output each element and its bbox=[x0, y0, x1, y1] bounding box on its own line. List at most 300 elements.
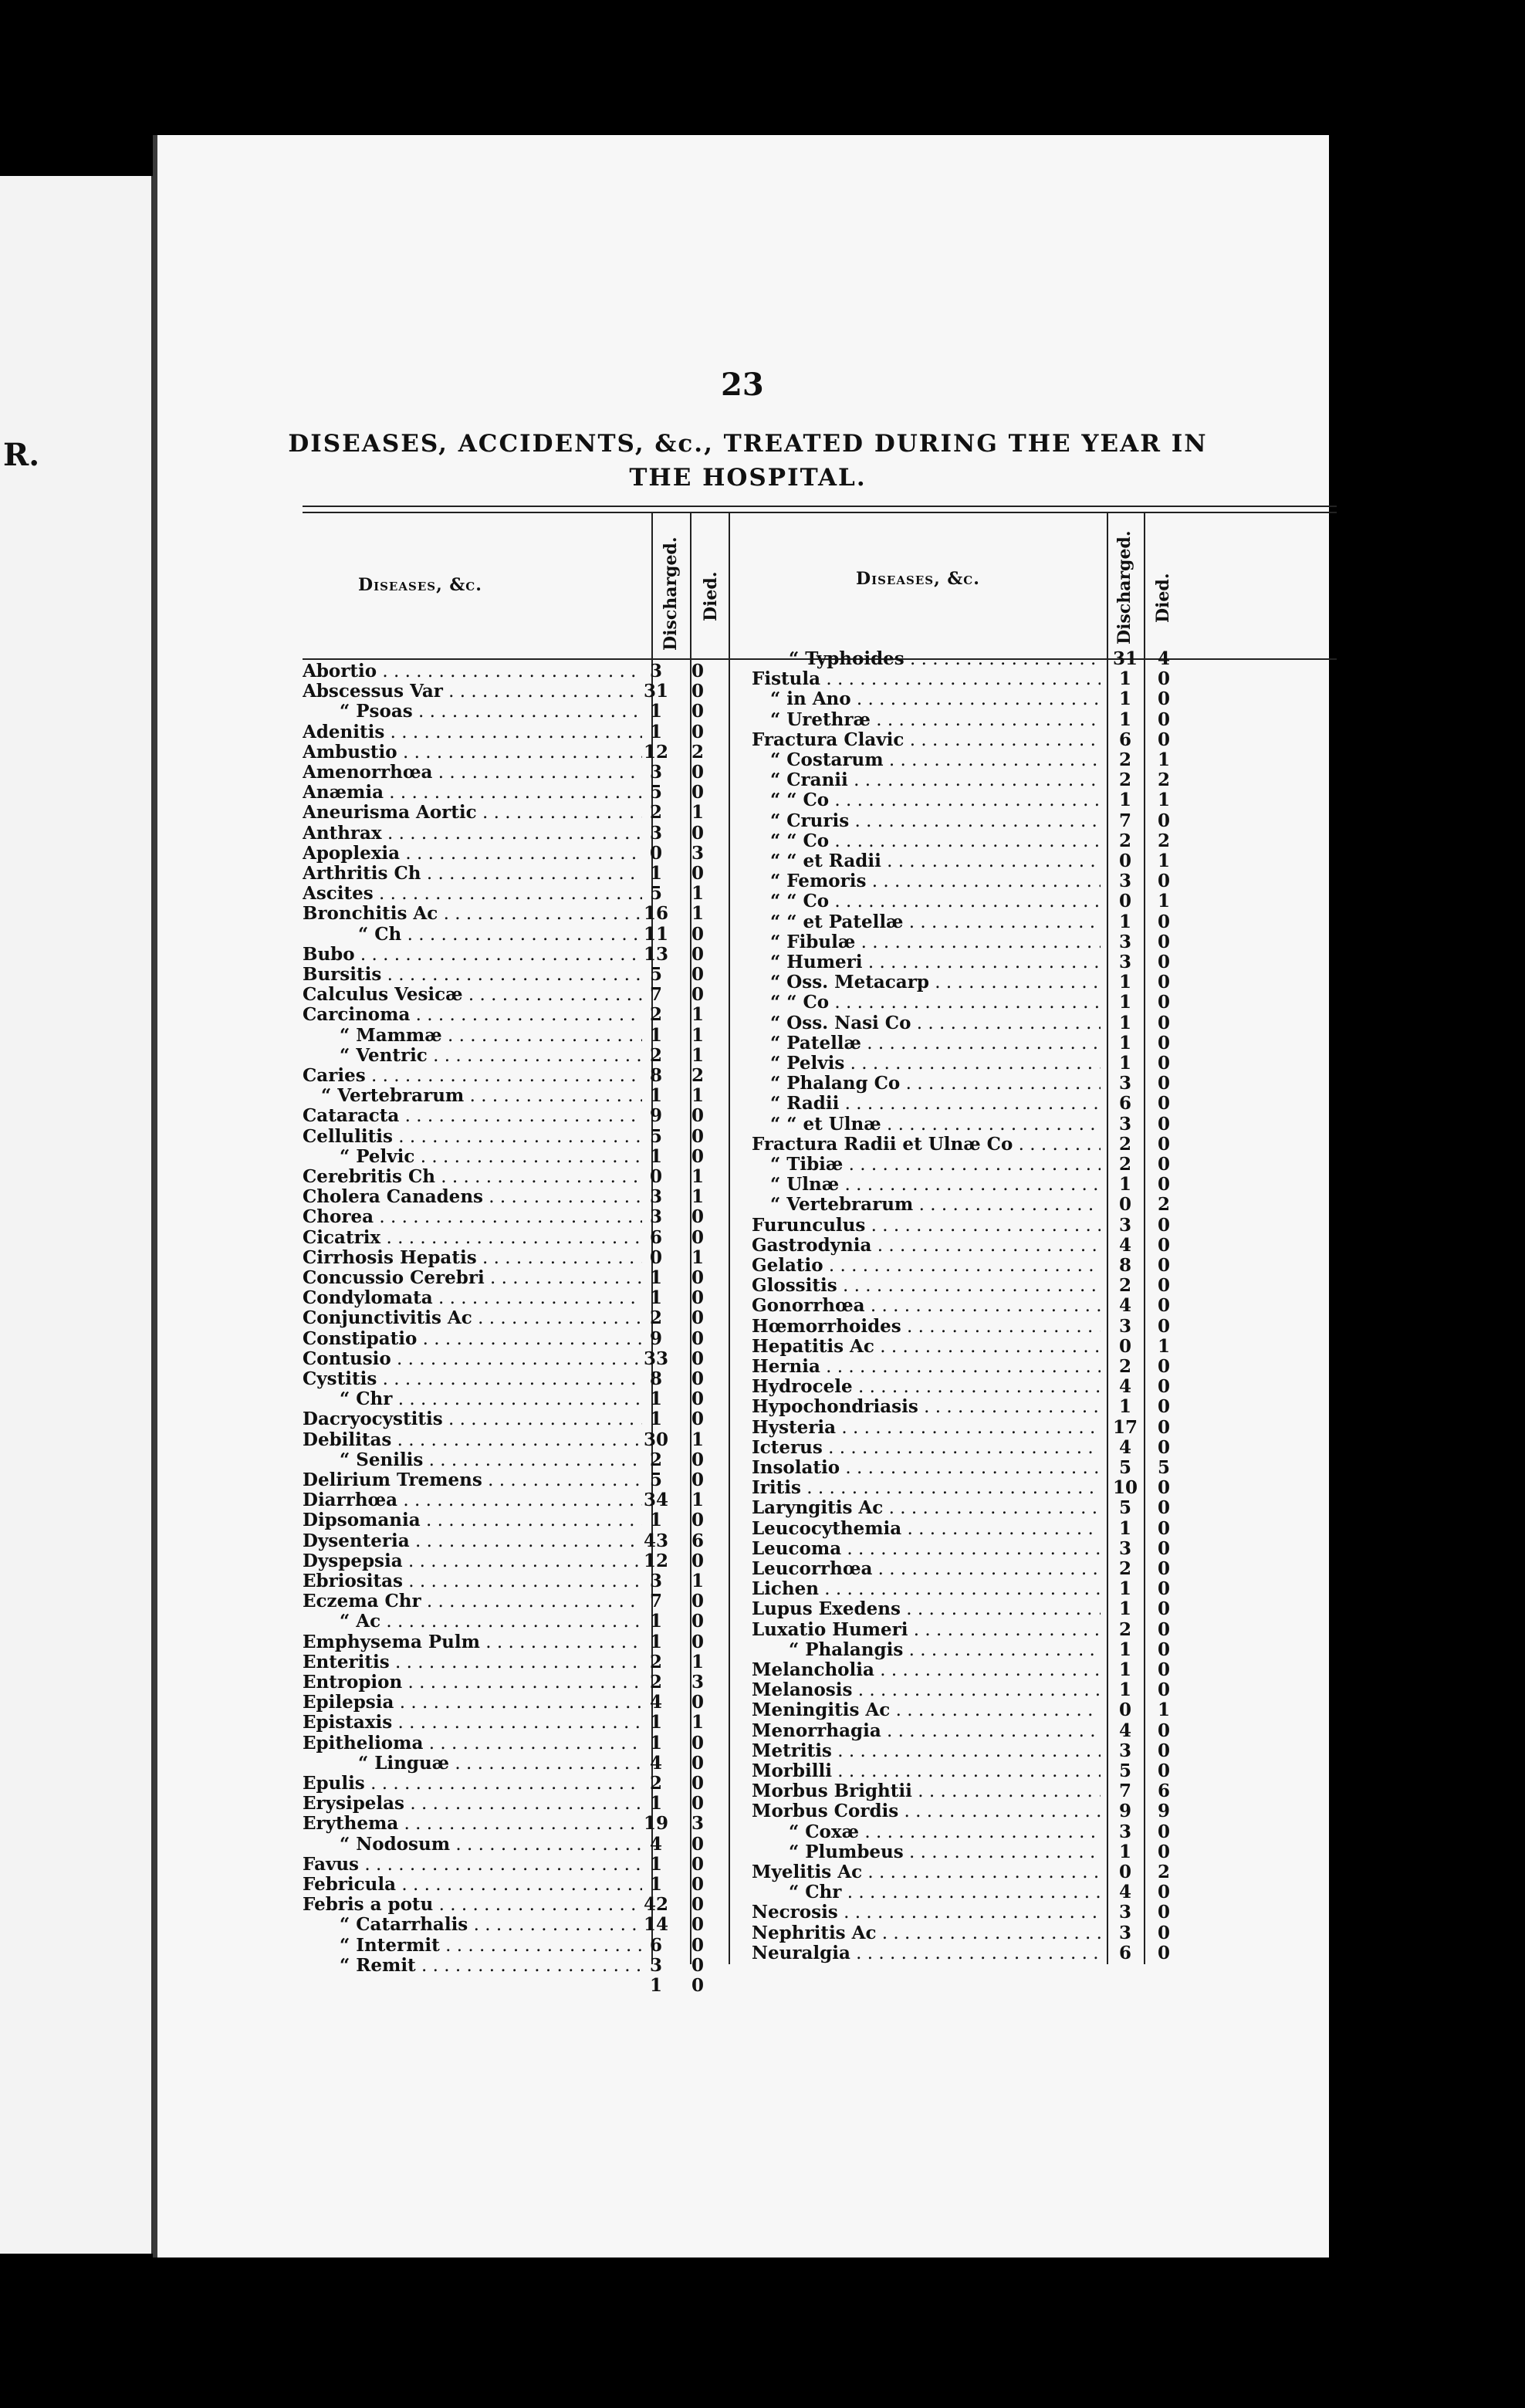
discharged-count: 2 bbox=[1118, 769, 1131, 791]
table-row bbox=[303, 1591, 735, 1612]
disease-name: “ Vertebrarum . . . bbox=[321, 1086, 642, 1106]
disease-name: “ in Ano . . . bbox=[770, 689, 1101, 709]
died-count: 0 bbox=[1157, 1942, 1170, 1963]
died-count: 0 bbox=[1157, 810, 1170, 831]
discharged-count: 1 bbox=[1118, 668, 1131, 690]
table-row bbox=[303, 1450, 735, 1470]
died-count: 0 bbox=[691, 1975, 704, 1996]
table-row bbox=[303, 763, 735, 783]
table-row bbox=[303, 1835, 735, 1855]
table-row bbox=[303, 1409, 735, 1429]
table-row bbox=[752, 1721, 1184, 1741]
table-row bbox=[303, 844, 735, 864]
disease-name: “ Oss. Nasi Co . . . bbox=[770, 1013, 1101, 1033]
discharged-count: 31 bbox=[643, 681, 668, 702]
discharged-count: 4 bbox=[649, 1752, 662, 1774]
discharged-count: 12 bbox=[643, 741, 668, 763]
died-count: 0 bbox=[1157, 709, 1170, 730]
died-count: 2 bbox=[1157, 1194, 1170, 1216]
discharged-count: 1 bbox=[649, 1611, 662, 1632]
discharged-count: 4 bbox=[1118, 1376, 1131, 1398]
disease-name: Fistula . . . bbox=[752, 669, 1101, 689]
discharged-count: 1 bbox=[1118, 911, 1131, 932]
top-rule bbox=[303, 506, 1337, 507]
discharged-count: 14 bbox=[643, 1914, 668, 1936]
died-count: 0 bbox=[691, 1226, 704, 1248]
died-count: 0 bbox=[1157, 1537, 1170, 1559]
died-count: 0 bbox=[691, 1469, 704, 1490]
disease-name: Glossitis . . . bbox=[752, 1276, 1101, 1296]
discharged-count: 3 bbox=[1118, 931, 1131, 952]
table-row bbox=[752, 1074, 1184, 1094]
discharged-count: 0 bbox=[1118, 1194, 1131, 1216]
disease-name: “ Plumbeus . . . bbox=[789, 1842, 1101, 1862]
table-row bbox=[752, 1640, 1184, 1660]
discharged-count: 5 bbox=[649, 964, 662, 985]
table-row bbox=[303, 1612, 735, 1632]
died-count: 0 bbox=[691, 1894, 704, 1916]
discharged-count: 6 bbox=[1118, 1093, 1131, 1114]
table-row bbox=[752, 1700, 1184, 1720]
disease-name: “ Ch . . . bbox=[358, 925, 642, 945]
discharged-count: 1 bbox=[1118, 688, 1131, 710]
disease-name: Bronchitis Ac . . . bbox=[303, 904, 642, 924]
died-count: 0 bbox=[691, 1145, 704, 1167]
disease-name: Icterus . . . bbox=[752, 1438, 1101, 1458]
table-row bbox=[752, 871, 1184, 891]
died-count: 0 bbox=[691, 1105, 704, 1127]
disease-name: Abortio . . . bbox=[303, 661, 642, 681]
table-row bbox=[303, 965, 735, 985]
died-count: 0 bbox=[1157, 1760, 1170, 1781]
discharged-count: 43 bbox=[643, 1530, 668, 1551]
died-count: 0 bbox=[1157, 1659, 1170, 1680]
disease-name: Febricula . . . bbox=[303, 1875, 642, 1895]
died-count: 0 bbox=[691, 762, 704, 783]
discharged-count: 1 bbox=[1118, 1578, 1131, 1600]
table-row bbox=[303, 1308, 735, 1328]
discharged-count: 1 bbox=[649, 1631, 662, 1652]
discharged-count: 7 bbox=[649, 984, 662, 1006]
disease-name: Ebriositas . . . bbox=[303, 1571, 642, 1591]
died-count: 6 bbox=[691, 1530, 704, 1551]
discharged-count: 4 bbox=[1118, 1882, 1131, 1903]
died-count: 0 bbox=[1157, 1841, 1170, 1862]
disease-name: “ Phalangis . . . bbox=[789, 1640, 1101, 1660]
died-count: 0 bbox=[1157, 1517, 1170, 1539]
disease-name: “ Oss. Metacarp . . . bbox=[770, 972, 1101, 993]
died-count: 0 bbox=[1157, 1558, 1170, 1579]
discharged-count: 1 bbox=[1118, 1032, 1131, 1054]
disease-name: “ Psoas . . . bbox=[340, 702, 642, 722]
table-row bbox=[303, 783, 735, 803]
disease-name: “ Patellæ . . . bbox=[770, 1033, 1101, 1054]
discharged-count: 1 bbox=[649, 701, 662, 722]
table-row bbox=[752, 1862, 1184, 1882]
table-row bbox=[752, 649, 1184, 669]
disease-name: Enteritis . . . bbox=[303, 1652, 642, 1672]
died-count: 0 bbox=[1157, 1315, 1170, 1337]
discharged-count: 2 bbox=[1118, 1618, 1131, 1640]
died-count: 0 bbox=[1157, 668, 1170, 690]
died-count: 0 bbox=[1157, 1882, 1170, 1903]
table-row bbox=[752, 1377, 1184, 1397]
disease-name: “ Phalang Co . . . bbox=[770, 1074, 1101, 1094]
discharged-count: 1 bbox=[649, 1145, 662, 1167]
disease-name: Cystitis . . . bbox=[303, 1369, 642, 1389]
discharged-count: 1 bbox=[649, 1732, 662, 1754]
discharged-count: 1 bbox=[1118, 1517, 1131, 1539]
table-row bbox=[752, 1397, 1184, 1417]
table-row bbox=[303, 1005, 735, 1025]
discharged-count: 0 bbox=[1118, 1699, 1131, 1721]
table-row bbox=[303, 1915, 735, 1935]
disease-name: Insolatio . . . bbox=[752, 1458, 1101, 1478]
table-row bbox=[303, 1551, 735, 1571]
facing-page-edge bbox=[0, 176, 154, 2254]
table-row bbox=[752, 1458, 1184, 1478]
disease-name: “ Humeri . . . bbox=[770, 952, 1101, 972]
discharged-count: 11 bbox=[643, 923, 668, 945]
discharged-count: 5 bbox=[649, 1469, 662, 1490]
discharged-count: 1 bbox=[1118, 1396, 1131, 1418]
table-row bbox=[752, 1013, 1184, 1033]
died-count: 0 bbox=[1157, 871, 1170, 892]
table-row bbox=[752, 1781, 1184, 1801]
died-count: 0 bbox=[691, 721, 704, 742]
table-row bbox=[752, 1620, 1184, 1640]
table-row bbox=[752, 1680, 1184, 1700]
discharged-count: 2 bbox=[649, 1449, 662, 1470]
disease-name: Chorea . . . bbox=[303, 1207, 642, 1227]
discharged-count: 2 bbox=[649, 1044, 662, 1066]
died-count: 0 bbox=[691, 822, 704, 844]
died-count: 0 bbox=[691, 1591, 704, 1612]
died-count: 0 bbox=[691, 1914, 704, 1936]
died-count: 0 bbox=[691, 1954, 704, 1976]
died-count: 0 bbox=[1157, 1133, 1170, 1155]
disease-name: Conjunctivitis Ac . . . bbox=[303, 1308, 642, 1328]
disease-name: “ “ et Ulnæ . . . bbox=[770, 1114, 1101, 1135]
table-row bbox=[303, 1389, 735, 1409]
table-row bbox=[303, 1754, 735, 1774]
died-count: 0 bbox=[1157, 952, 1170, 972]
disease-name: Hœmorrhoides . . . bbox=[752, 1317, 1101, 1337]
disease-name: Cicatrix . . . bbox=[303, 1228, 642, 1248]
table-row bbox=[752, 790, 1184, 810]
died-count: 0 bbox=[691, 1853, 704, 1875]
table-row bbox=[752, 1337, 1184, 1357]
table-row bbox=[303, 1329, 735, 1349]
discharged-count: 7 bbox=[1118, 1781, 1131, 1802]
discharged-count: 13 bbox=[643, 943, 668, 965]
table-row bbox=[303, 803, 735, 823]
facing-page-text: R. bbox=[3, 437, 40, 473]
table-row bbox=[752, 1317, 1184, 1337]
disease-name: Ascites . . . bbox=[303, 884, 642, 904]
left-diseases-header: Diseases, &c. bbox=[358, 575, 482, 595]
disease-name: Epilepsia . . . bbox=[303, 1693, 642, 1713]
died-count: 0 bbox=[1157, 1295, 1170, 1317]
died-count: 2 bbox=[1157, 769, 1170, 791]
disease-name: Cirrhosis Hepatis . . . bbox=[303, 1248, 642, 1268]
discharged-count: 1 bbox=[1118, 992, 1131, 1013]
discharged-count: 2 bbox=[1118, 749, 1131, 770]
discharged-count: 3 bbox=[1118, 952, 1131, 972]
discharged-count: 9 bbox=[1118, 1801, 1131, 1822]
table-row bbox=[752, 1357, 1184, 1377]
table-row bbox=[303, 722, 735, 742]
disease-name: “ Catarrhalis . . . bbox=[340, 1915, 642, 1935]
died-count: 0 bbox=[1157, 1012, 1170, 1033]
disease-name: Dipsomania . . . bbox=[303, 1510, 642, 1530]
table-row bbox=[752, 730, 1184, 750]
discharged-count: 3 bbox=[649, 762, 662, 783]
discharged-count: 34 bbox=[643, 1490, 668, 1511]
died-count: 1 bbox=[691, 1429, 704, 1450]
died-count: 3 bbox=[691, 1813, 704, 1835]
table-row bbox=[303, 681, 735, 702]
discharged-count: 4 bbox=[1118, 1234, 1131, 1256]
discharged-count: 5 bbox=[649, 1125, 662, 1147]
table-row bbox=[303, 1531, 735, 1551]
died-count: 0 bbox=[691, 964, 704, 985]
table-row bbox=[303, 1733, 735, 1754]
table-row bbox=[752, 1296, 1184, 1316]
discharged-count: 2 bbox=[1118, 1275, 1131, 1297]
table-row bbox=[303, 1470, 735, 1490]
died-count: 6 bbox=[1157, 1781, 1170, 1802]
discharged-count: 0 bbox=[1118, 1862, 1131, 1882]
died-count: 0 bbox=[1157, 1720, 1170, 1741]
table-row bbox=[303, 1713, 735, 1733]
document-page bbox=[153, 135, 1329, 2258]
disease-name: Gelatio . . . bbox=[752, 1256, 1101, 1276]
table-row bbox=[752, 710, 1184, 730]
discharged-count: 2 bbox=[649, 802, 662, 824]
died-count: 0 bbox=[1157, 1174, 1170, 1196]
disease-name: Hysteria . . . bbox=[752, 1418, 1101, 1438]
discharged-count: 1 bbox=[1118, 1659, 1131, 1680]
disease-name: Leucoma . . . bbox=[752, 1539, 1101, 1559]
died-count: 1 bbox=[1157, 851, 1170, 871]
disease-name: Meningitis Ac . . . bbox=[752, 1700, 1101, 1720]
table-row bbox=[752, 689, 1184, 709]
died-count: 0 bbox=[1157, 1032, 1170, 1054]
disease-name: Hepatitis Ac . . . bbox=[752, 1337, 1101, 1357]
discharged-count: 6 bbox=[649, 1226, 662, 1248]
discharged-count: 3 bbox=[1118, 1073, 1131, 1094]
table-row bbox=[303, 702, 735, 722]
table-row bbox=[752, 1801, 1184, 1821]
died-count: 0 bbox=[1157, 1234, 1170, 1256]
discharged-count: 2 bbox=[1118, 1133, 1131, 1155]
disease-name: “ “ et Radii . . . bbox=[770, 851, 1101, 871]
table-row bbox=[752, 1256, 1184, 1276]
discharged-count: 33 bbox=[643, 1348, 668, 1369]
disease-name: “ Ac . . . bbox=[340, 1612, 642, 1632]
died-count: 1 bbox=[1157, 749, 1170, 770]
table-row bbox=[303, 884, 735, 904]
died-count: 1 bbox=[691, 903, 704, 925]
died-count: 0 bbox=[1157, 1356, 1170, 1377]
discharged-count: 12 bbox=[643, 1550, 668, 1571]
died-count: 1 bbox=[691, 1651, 704, 1672]
died-count: 0 bbox=[1157, 1679, 1170, 1701]
disease-name: Melancholia . . . bbox=[752, 1660, 1101, 1680]
died-count: 5 bbox=[1157, 1457, 1170, 1478]
disease-name: Erysipelas . . . bbox=[303, 1794, 642, 1814]
died-count: 1 bbox=[691, 1085, 704, 1107]
discharged-count: 2 bbox=[649, 1672, 662, 1693]
disease-name: “ Linguæ . . . bbox=[358, 1754, 642, 1774]
disease-name: Calculus Vesicæ . . . bbox=[303, 985, 642, 1005]
table-row bbox=[752, 1438, 1184, 1458]
died-count: 0 bbox=[1157, 1053, 1170, 1074]
table-row bbox=[752, 952, 1184, 972]
discharged-count: 6 bbox=[1118, 1942, 1131, 1963]
died-count: 0 bbox=[691, 1934, 704, 1956]
disease-name: Favus . . . bbox=[303, 1855, 642, 1875]
discharged-count: 0 bbox=[649, 1166, 662, 1187]
discharged-count: 0 bbox=[649, 842, 662, 864]
died-count: 1 bbox=[1157, 1699, 1170, 1721]
discharged-count: 9 bbox=[649, 1105, 662, 1127]
disease-name: Hypochondriasis . . . bbox=[752, 1397, 1101, 1417]
died-count: 0 bbox=[691, 1449, 704, 1470]
disease-name: Gonorrhœa . . . bbox=[752, 1296, 1101, 1316]
discharged-count: 4 bbox=[1118, 1720, 1131, 1741]
disease-name: Epulis . . . bbox=[303, 1774, 642, 1794]
table-row bbox=[752, 1135, 1184, 1155]
table-row bbox=[303, 1430, 735, 1450]
died-count: 0 bbox=[1157, 1436, 1170, 1458]
table-row bbox=[752, 1539, 1184, 1559]
disease-name: Entropion . . . bbox=[303, 1672, 642, 1693]
died-count: 0 bbox=[1157, 1214, 1170, 1236]
table-row bbox=[303, 925, 735, 945]
discharged-count: 4 bbox=[649, 1833, 662, 1855]
disease-name: Epithelioma . . . bbox=[303, 1733, 642, 1754]
died-count: 0 bbox=[691, 1550, 704, 1571]
table-row bbox=[303, 1814, 735, 1834]
discharged-count: 5 bbox=[649, 782, 662, 803]
disease-name: Cerebritis Ch . . . bbox=[303, 1167, 642, 1187]
disease-name: Necrosis . . . bbox=[752, 1902, 1101, 1923]
died-count: 0 bbox=[1157, 1578, 1170, 1600]
discharged-count: 5 bbox=[1118, 1497, 1131, 1519]
disease-name: Melanosis . . . bbox=[752, 1680, 1101, 1700]
disease-name: Adenitis . . . bbox=[303, 722, 642, 742]
died-count: 0 bbox=[1157, 1275, 1170, 1297]
table-row bbox=[752, 1882, 1184, 1902]
discharged-count: 6 bbox=[1118, 729, 1131, 750]
died-count: 0 bbox=[691, 1125, 704, 1147]
table-row bbox=[303, 824, 735, 844]
died-count: 0 bbox=[691, 984, 704, 1006]
disease-name: Hernia . . . bbox=[752, 1357, 1101, 1377]
table-row bbox=[303, 1187, 735, 1207]
left-discharged-header: Discharged. bbox=[661, 536, 681, 651]
discharged-count: 1 bbox=[649, 1793, 662, 1814]
table-row bbox=[752, 1519, 1184, 1539]
discharged-count: 1 bbox=[1118, 1679, 1131, 1701]
table-row bbox=[303, 1490, 735, 1510]
disease-name: “ Cruris . . . bbox=[770, 811, 1101, 831]
disease-name: “ “ Co . . . bbox=[770, 993, 1101, 1013]
table-row bbox=[303, 1895, 735, 1915]
died-count: 0 bbox=[1157, 729, 1170, 750]
table-row bbox=[303, 1026, 735, 1046]
died-count: 1 bbox=[691, 1490, 704, 1511]
disease-name: Nephritis Ac . . . bbox=[752, 1923, 1101, 1943]
table-row bbox=[303, 1693, 735, 1713]
discharged-count: 6 bbox=[649, 1934, 662, 1956]
discharged-count: 2 bbox=[649, 1773, 662, 1794]
disease-name: Neuralgia . . . bbox=[752, 1943, 1101, 1963]
died-count: 0 bbox=[691, 1307, 704, 1329]
discharged-count: 2 bbox=[1118, 1356, 1131, 1377]
disease-name: Myelitis Ac . . . bbox=[752, 1862, 1101, 1882]
died-count: 0 bbox=[691, 1327, 704, 1349]
table-row bbox=[752, 1216, 1184, 1236]
table-row bbox=[303, 1956, 735, 1976]
top-rule-2 bbox=[303, 512, 1337, 513]
table-row bbox=[752, 831, 1184, 851]
died-count: 0 bbox=[691, 1752, 704, 1774]
died-count: 0 bbox=[1157, 1376, 1170, 1398]
died-count: 2 bbox=[1157, 1862, 1170, 1882]
died-count: 0 bbox=[691, 1368, 704, 1389]
discharged-count: 1 bbox=[1118, 1174, 1131, 1196]
disease-name: “ Tibiæ . . . bbox=[770, 1155, 1101, 1175]
disease-name: Abscessus Var . . . bbox=[303, 681, 642, 702]
disease-name: Aneurisma Aortic . . . bbox=[303, 803, 642, 823]
table-row bbox=[752, 1923, 1184, 1943]
died-count: 0 bbox=[691, 1267, 704, 1288]
table-row bbox=[303, 1268, 735, 1288]
died-count: 0 bbox=[1157, 1396, 1170, 1418]
table-row bbox=[752, 1418, 1184, 1438]
discharged-count: 7 bbox=[649, 1591, 662, 1612]
table-row bbox=[752, 891, 1184, 911]
table-row bbox=[303, 1652, 735, 1672]
table-row bbox=[752, 1902, 1184, 1923]
died-count: 0 bbox=[1157, 1922, 1170, 1943]
died-count: 0 bbox=[691, 1874, 704, 1895]
table-row bbox=[752, 1175, 1184, 1195]
died-count: 0 bbox=[691, 1206, 704, 1228]
disease-name: Morbus Cordis . . . bbox=[752, 1801, 1101, 1821]
disease-name: Emphysema Pulm . . . bbox=[303, 1632, 642, 1652]
table-row bbox=[303, 1248, 735, 1268]
disease-name: “ Chr . . . bbox=[340, 1389, 642, 1409]
disease-name: Anthrax . . . bbox=[303, 824, 642, 844]
discharged-count: 5 bbox=[1118, 1760, 1131, 1781]
discharged-count: 0 bbox=[1118, 891, 1131, 912]
discharged-count: 1 bbox=[649, 1853, 662, 1875]
disease-name: Lupus Exedens . . . bbox=[752, 1599, 1101, 1619]
disease-name: “ Chr . . . bbox=[789, 1882, 1101, 1902]
table-row bbox=[752, 912, 1184, 932]
discharged-count: 3 bbox=[649, 1206, 662, 1228]
disease-name: “ Urethræ . . . bbox=[770, 710, 1101, 730]
page-number: 23 bbox=[721, 367, 764, 403]
died-count: 0 bbox=[691, 1388, 704, 1410]
discharged-count: 31 bbox=[1112, 648, 1138, 669]
discharged-count: 1 bbox=[649, 1712, 662, 1733]
disease-name: Eczema Chr . . . bbox=[303, 1591, 642, 1612]
